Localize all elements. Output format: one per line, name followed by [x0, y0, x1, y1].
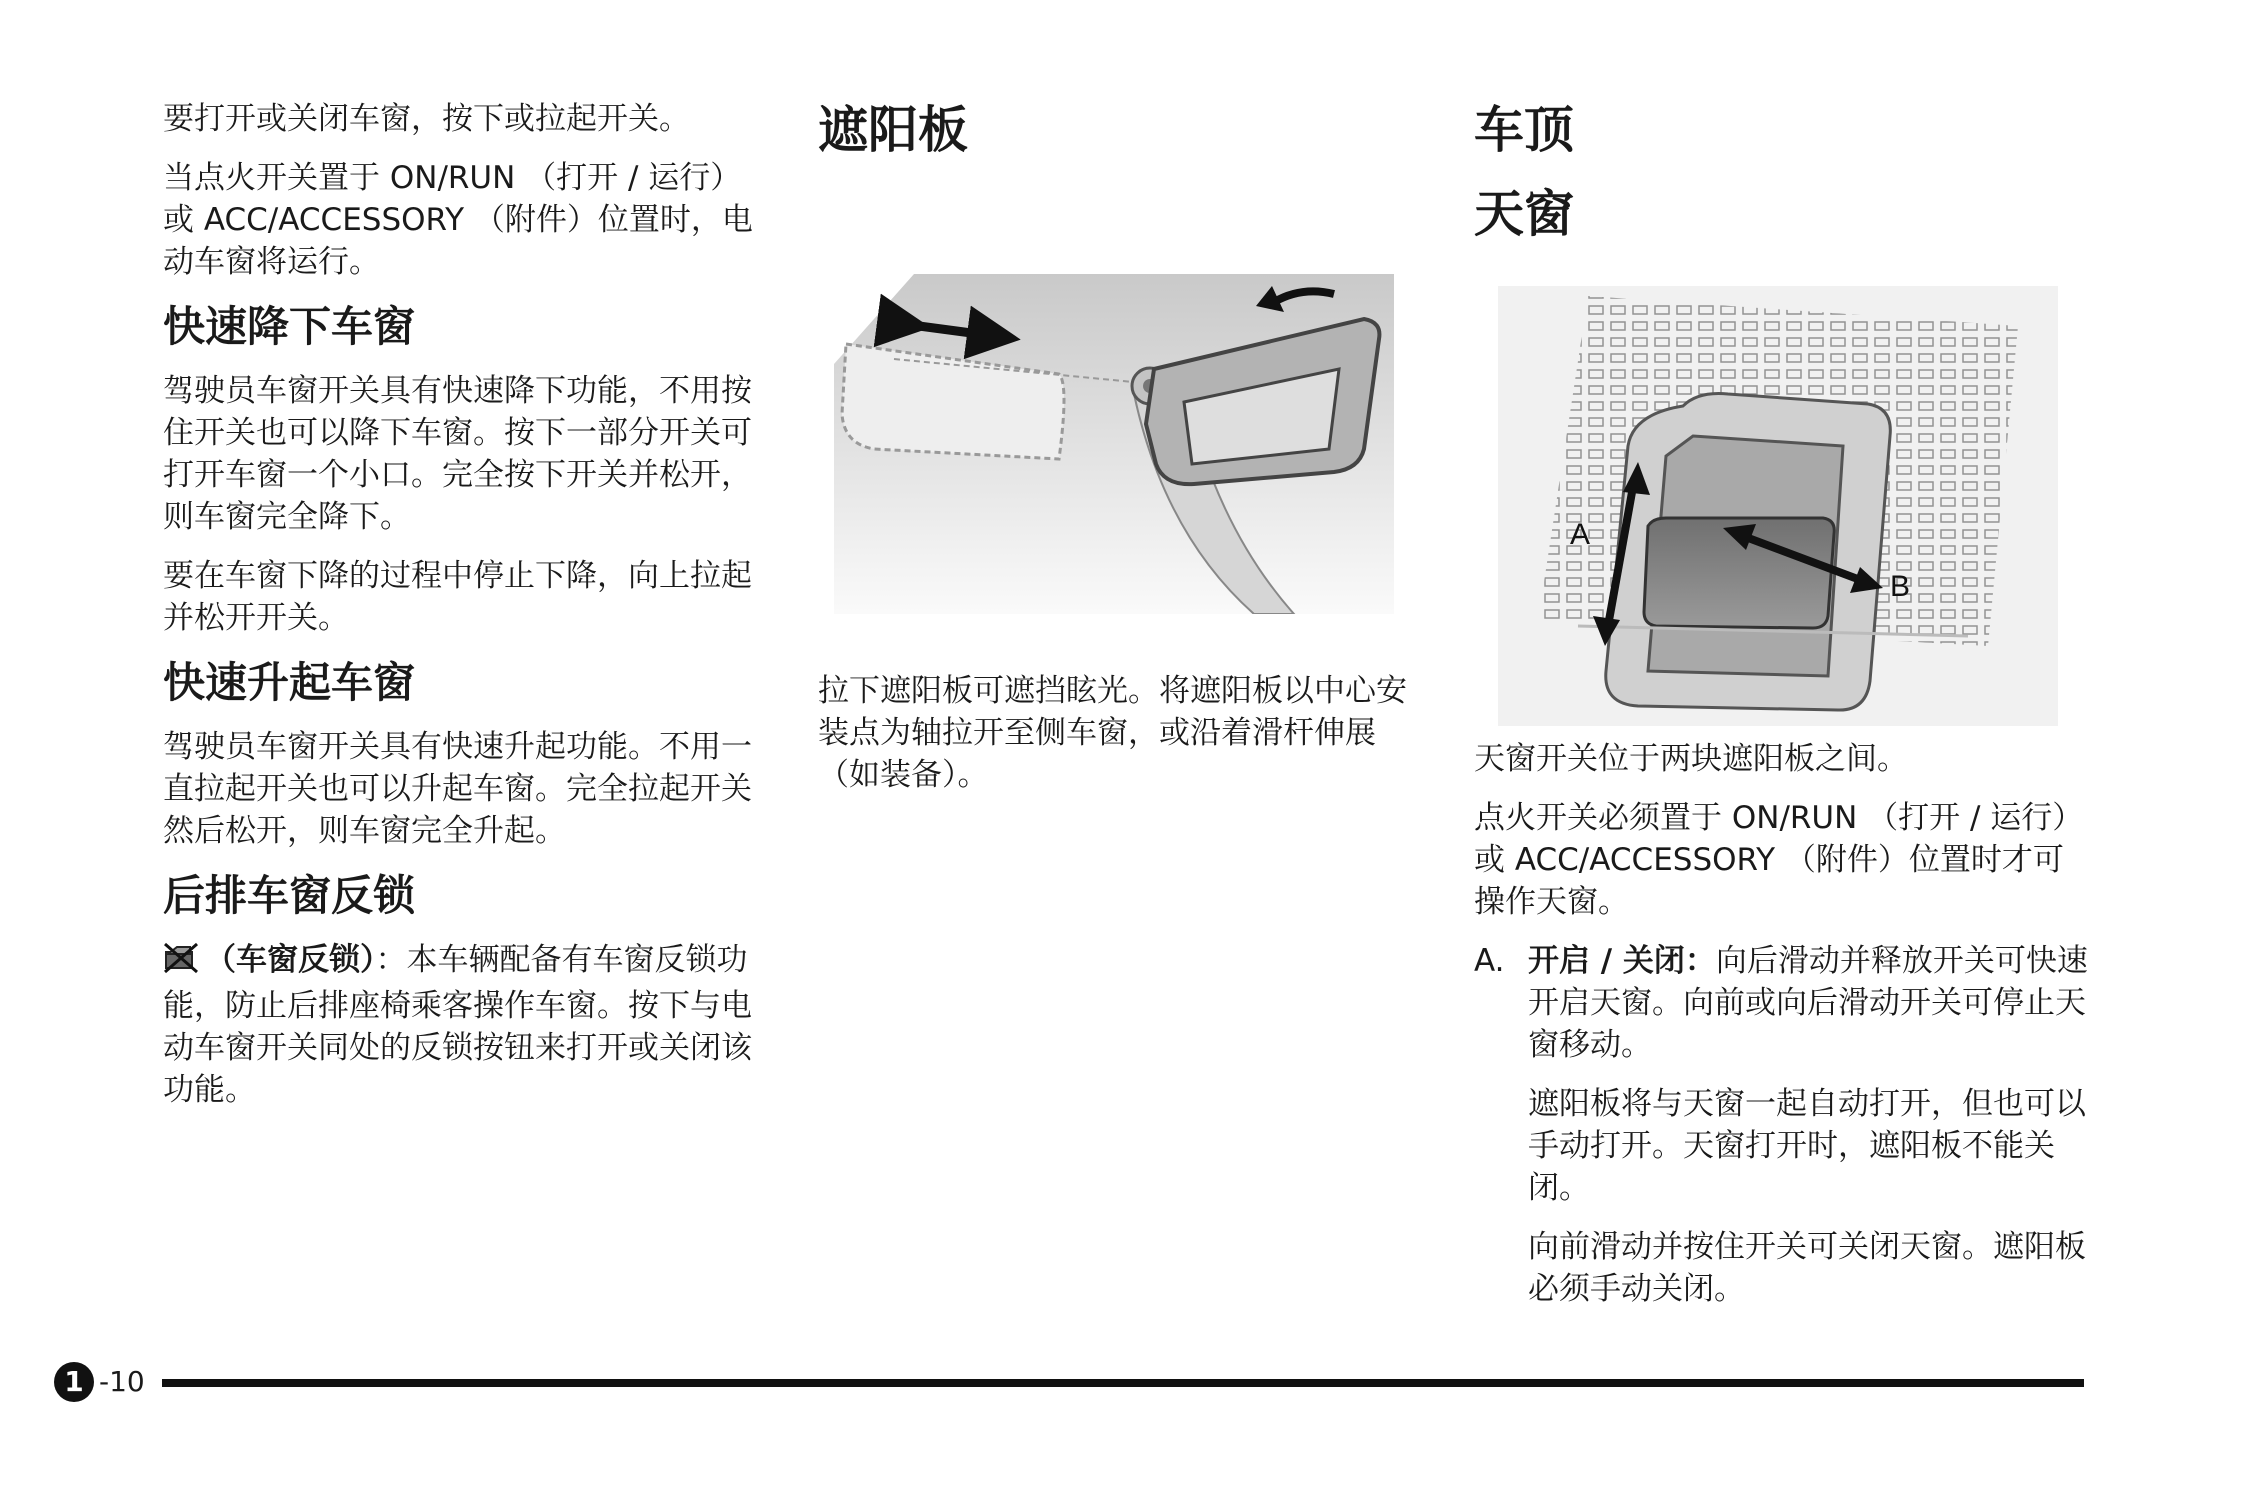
- heading-sunroof: 天窗: [1474, 185, 1574, 243]
- figure-label-a: A: [1570, 518, 1591, 551]
- page-footer: [54, 1362, 2084, 1402]
- heading-sun-visors: 遮阳板: [818, 101, 968, 159]
- paragraph-close-sunroof: 向前滑动并按住开关可关闭天窗。遮阳板必须手动关闭。: [1528, 1229, 2086, 1307]
- heading-window-lockout: 后排车窗反锁: [163, 871, 416, 920]
- paragraph-stop-down: 要在车窗下降的过程中停止下降，向上拉起并松开开关。: [163, 558, 752, 636]
- page-number: -10: [99, 1365, 145, 1398]
- heading-roof: 车顶: [1474, 101, 1574, 159]
- heading-express-up: 快速升起车窗: [163, 658, 416, 707]
- paragraph-sunroof-ignition: 点火开关必须置于 ON/RUN （打开 / 运行）或 ACC/ACCESSORY （附件）位置时才可操作天窗。: [1474, 800, 2084, 920]
- open-close-text: 向后滑动并释放开关可快速开启天窗。向前或向后滑动开关可停止天窗移动。: [1528, 943, 2088, 1063]
- paragraph-window-lockout: [163, 939, 763, 1111]
- column-left: [163, 98, 763, 1128]
- footer-rule: [162, 1379, 2084, 1387]
- list-marker-a: A.: [1474, 943, 1505, 979]
- window-lockout-label: （车窗反锁）: [205, 942, 376, 978]
- column-middle: [818, 98, 1418, 813]
- paragraph-express-down: 驾驶员车窗开关具有快速降下功能，不用按住开关也可以降下车窗。按下一部分开关可打开车窗一个小口。完全按下开关并松开，则车窗完全降下。: [163, 373, 752, 535]
- paragraph-ignition-window: 当点火开关置于 ON/RUN （打开 / 运行）或 ACC/ACCESSORY （附件）位置时，电动车窗将运行。: [163, 160, 753, 280]
- paragraph-sun-visor: 拉下遮阳板可遮挡眩光。将遮阳板以中心安装点为轴拉开至侧车窗，或沿着滑杆伸展 （如装备）。: [818, 673, 1407, 793]
- column-right: [1474, 98, 2094, 1327]
- paragraph-sunshade: 遮阳板将与天窗一起自动打开，但也可以手动打开。天窗打开时，遮阳板不能关闭。: [1528, 1086, 2086, 1206]
- sun-visor-illustration: [834, 274, 1394, 614]
- list-item-open-close: [1474, 940, 2094, 1066]
- sunroof-switch-illustration: [1498, 286, 2058, 726]
- paragraph-switch-location: 天窗开关位于两块遮阳板之间。: [1474, 741, 1908, 777]
- figure-label-b: B: [1890, 570, 1911, 603]
- open-close-label: 开启 / 关闭：: [1528, 943, 1716, 979]
- heading-express-down: 快速降下车窗: [163, 302, 416, 351]
- paragraph-open-close: 要打开或关闭车窗，按下或拉起开关。: [163, 101, 690, 137]
- paragraph-express-up: 驾驶员车窗开关具有快速升起功能。不用一直拉起开关也可以升起车窗。完全拉起开关然后松开，则车窗完全升起。: [163, 729, 752, 849]
- section-number-badge: 1: [54, 1362, 94, 1402]
- window-lockout-text: ：本车辆配备有车窗反锁功能，防止后排座椅乘客操作车窗。按下与电动车窗开关同处的反锁按钮来打开或关闭该功能。: [163, 942, 752, 1108]
- window-lockout-icon: [163, 942, 199, 985]
